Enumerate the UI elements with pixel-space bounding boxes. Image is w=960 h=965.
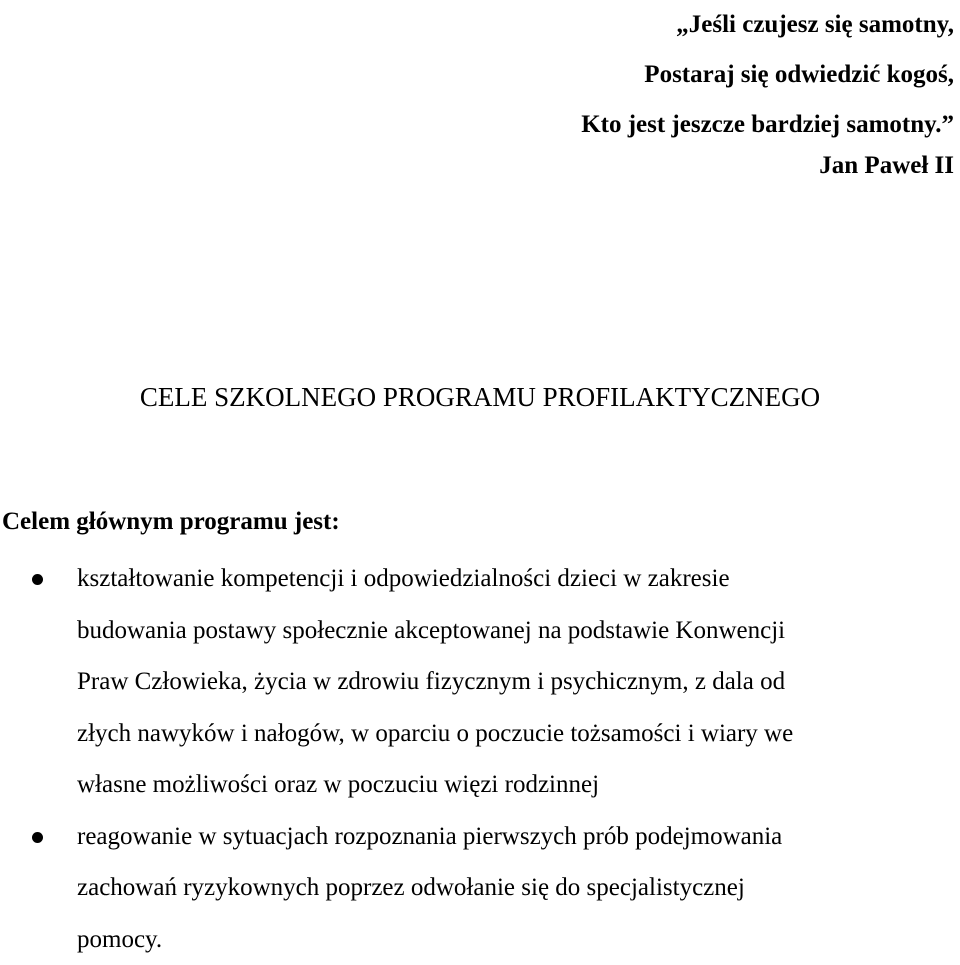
quote-line: Postaraj się odwiedzić kogoś, bbox=[581, 50, 954, 100]
section-title: CELE SZKOLNEGO PROGRAMU PROFILAKTYCZNEGO bbox=[0, 372, 960, 422]
goal-text-line: Praw Człowieka, życia w zdrowiu fizycznym i psychicznym, z dala od bbox=[77, 656, 946, 708]
quote-line: Kto jest jeszcze bardziej samotny.” bbox=[581, 100, 954, 150]
goal-text-line: złych nawyków i nałogów, w oparciu o poczucie tożsamości i wiary we bbox=[77, 708, 946, 760]
goal-item bbox=[0, 553, 960, 811]
bullet-icon bbox=[32, 832, 43, 843]
goal-text-line: budowania postawy społecznie akceptowanej na podstawie Konwencji bbox=[77, 605, 946, 657]
goal-text-line: kształtowanie kompetencji i odpowiedzialności dzieci w zakresie bbox=[77, 553, 946, 605]
quote-author: Jan Paweł II bbox=[819, 141, 954, 191]
goal-text-line: zachowań ryzykownych poprzez odwołanie się do specjalistycznej bbox=[77, 862, 946, 914]
goals-lead-heading: Celem głównym programu jest: bbox=[2, 497, 340, 547]
goal-text-line: pomocy. bbox=[77, 914, 946, 965]
goal-text-line: własne możliwości oraz w poczuciu więzi rodzinnej bbox=[77, 759, 946, 811]
goals-list bbox=[0, 553, 960, 965]
motto-quote bbox=[581, 0, 954, 150]
quote-line: „Jeśli czujesz się samotny, bbox=[581, 0, 954, 50]
bullet-icon bbox=[32, 574, 43, 585]
goal-text-line: reagowanie w sytuacjach rozpoznania pierwszych prób podejmowania bbox=[77, 811, 946, 863]
goal-item bbox=[0, 811, 960, 965]
